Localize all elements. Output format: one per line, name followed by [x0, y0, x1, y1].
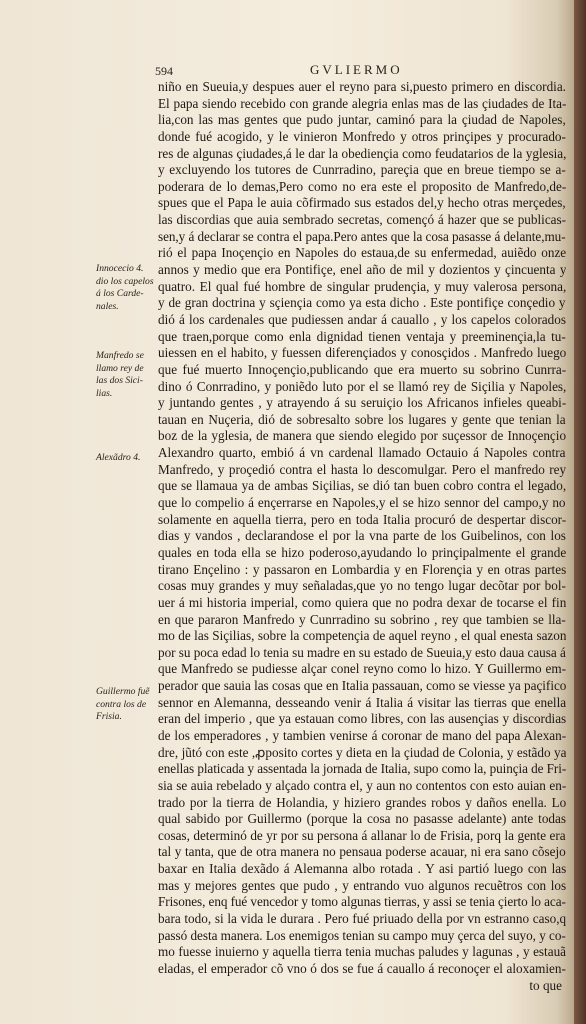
text-line: Alexandro quarto, embió á vn cardenal llamado Octauio á Napoles contra [158, 445, 566, 461]
text-line: bara todo, si la vida le durara . Pero fué priuado della por vn estranno caso,q [158, 911, 566, 927]
text-line: spues que el Papa le auia cõfirmado sus estados del,y hecho otras merçedes, [158, 195, 566, 211]
text-line: donde fué acogido, y le vinieron Monfredo y otros prinçipes y procurado- [158, 128, 566, 144]
margin-note-manfredo [96, 350, 158, 400]
page-edge [574, 0, 586, 1024]
text-line: tauan en Nuçeria, dió de sobresalto sobre los lugares y gente que tenian la [158, 411, 566, 427]
margin-note-innocencio [96, 263, 158, 313]
text-line: baxar en Italia dexãdo á Alemanna albo rotada . Y asi partió luego con las [158, 861, 566, 877]
text-line: trado por la tierra de Holandia, y hiziero grandes robos y daños enella. Lo [158, 794, 566, 810]
text-line: que Manfredo se pudiesse alçar conel reyno como lo hizo. Y Guillermo em- [158, 661, 566, 677]
text-line: cosas, determinó de yr por su persona á allanar lo de Frisia, porq la gente era [158, 827, 566, 843]
text-line: res de algunas çiudades,á le dar la obediençia como feudatarios de la yglesia, [158, 145, 566, 161]
text-line: El papa siendo recebido con grande alegria enlas mas de las çiudades de Ita- [158, 95, 566, 111]
text-line: y juntando gentes , y atrayendo á su seruiçio los Africanos infieles queabi- [158, 395, 566, 411]
text-line: rió el papa Inoçençio en Napoles do estaua,de su enfermedad, auiẽdo onze [158, 245, 566, 261]
text-line: mo fuesse inuierno y aquella tierra tenia muchas paludes y lagunas , y estauã [158, 944, 566, 960]
text-line: boz de la yglesia, de manera que siendo elegido por suçessor de Innoçençio [158, 428, 566, 444]
text-line: quatro. El qual fué hombre de singular prudençia, y muy valerosa persona, [158, 278, 566, 294]
text-line: tirano Ençelino : y passaron en Lombardia y en Florençia y en otras partes [158, 561, 566, 577]
text-line: Frisones, enq fué vencedor y tomo algunas tierras, y assi se tenia çierto lo aca- [158, 894, 566, 910]
text-line: que fué muerto Innoçençio,publicando que era muerto su sobrino Cunrra- [158, 361, 566, 377]
text-line: solamente en aquella tierra, pero en toda Italia procuró de despertar discor- [158, 511, 566, 527]
text-line: y excluyendo los tutores de Cunrradino, pareçia que en breue tiempo se a- [158, 162, 566, 178]
text-line: lia,con las mas gentes que pudo juntar, caminó para la çiudad de Napoles, [158, 112, 566, 128]
main-text-block [158, 79, 566, 994]
margin-note-line: llamo rey de [96, 362, 144, 374]
text-line: que lo compelio á ençerrarse en Napoles,y el se hizo sennor del campo,y no [158, 495, 566, 511]
text-line: y de gran doctrina y sçiençia como ya esta dicho . Este pontifiçe conçedio y [158, 295, 566, 311]
text-line: to que [529, 977, 562, 993]
text-line: eran del imperio , que ya estauan como libres, con las ausençias y discordias [158, 711, 566, 727]
margin-note-line: nales. [96, 300, 119, 312]
text-line: eladas, el emperador cõ vno ó dos se fue á cauallo á reconoçer el aloxamien- [158, 960, 566, 976]
margin-note-alexandro [96, 452, 158, 465]
margin-note-line: Alexãdro 4. [96, 452, 141, 463]
margin-note-line: á los Carde- [96, 288, 144, 300]
text-line: en que pararon Manfredo y Cunrradino su sobrino , rey que tambien se lla- [158, 611, 566, 627]
margin-note-line: Frisia. [96, 711, 122, 723]
text-line: Manfredo, y proçedió contra el hasta lo descomulgar. Pero el manfredo rey [158, 461, 566, 477]
page-number: 594 [155, 64, 173, 78]
text-line: qual sabido por Guillermo (porque la cosa no pasasse adelante) ante todas [158, 811, 566, 827]
text-line: de los emperadores , y tambien venirse á coronar de mano del papa Alexan- [158, 727, 566, 743]
text-line: passó desta manera. Los enemigos tenian su campo muy çerca del suyo, y co- [158, 927, 566, 943]
text-line: quales en toda ella se hizo poderoso,ayudando lo prinçipalmente el grande [158, 544, 566, 560]
text-line: que traen,porque como enla dignidad tienen ventaja y preeminençia,la tu- [158, 328, 566, 344]
text-line: uer á mi historia imperial, como quiera que no podra dexar de tocarse el fin [158, 594, 566, 610]
text-line: dias y vandos , declarandose el por la vna parte de los Guibelinos, con los [158, 528, 566, 544]
text-line: las discordias que auia sembrado secretas, començó á hazer que se publicas- [158, 212, 566, 228]
text-line: tal y tanta, que de otra manera no pensaua poderse acauar, ni era sano cõsejo [158, 844, 566, 860]
running-head: GVLIERMO [310, 62, 403, 77]
margin-note-line: contra los de [96, 698, 147, 710]
margin-note-line: dio los capelos [96, 275, 154, 287]
text-line: mo de las Siçilias, sobre la competençia de aquel reyno , el qual enesta sazon [158, 628, 566, 644]
text-line: por su poca edad lo tenia su madre en su estado de Sueuia,y esto daua causa á [158, 644, 566, 660]
text-line: annos y medio que era Pontifiçe, enel año de mil y dozientos y çincuenta y [158, 262, 566, 278]
text-line: que se llamaua ya de ambas Siçilias, se dió tan buen cobro contra el legado, [158, 478, 566, 494]
text-line: niño en Sueuia,y despues auer el reyno para si,puesto primero en discordia. [158, 79, 566, 94]
text-line: sennor en Alemanna, desseando venir á Italia á visitar las tierras que enella [158, 694, 566, 710]
text-line: uiessen en el habito, y fuessen diferençiados y conosçidos . Manfredo luego [158, 345, 566, 361]
text-line: dre, jũtó con este ,ꝓposito cortes y dieta en la çiudad de Colonia, y estãdo ya [158, 744, 566, 760]
text-line: enellas platicada y assentada la jornada de Italia, supo como la, puinçia de Fri- [158, 761, 566, 777]
text-line: dino ó Conrradino, y poniẽdo luto por el se llamó rey de Siçilia y Napoles, [158, 378, 566, 394]
margin-note-line: lias. [96, 387, 113, 399]
margin-note-line: Manfredo se [96, 350, 144, 361]
margin-note-line: Innocecio 4. [96, 263, 144, 274]
margin-note-line: las dos Sici- [96, 375, 143, 387]
text-line: cosas muy grandes y muy señaladas,que yo no tengo lugar decõtar por bol- [158, 578, 566, 594]
text-line: perador que sauia las cosas que en Italia passauan, como se viesse ya paçifico [158, 678, 566, 694]
margin-note-guillermo [96, 686, 158, 724]
text-line: sia se auia rebelado y alçado contra el, y aun no contentos con esto auian en- [158, 777, 566, 793]
text-line: poderara de lo demas,Pero como no era este el proposito de Manfredo,de- [158, 178, 566, 194]
text-line: mas y mejores gentes que pudo , y entrando vuo algunos recuẽtros con los [158, 877, 566, 893]
text-line: sen,y á declarar se contra el papa.Pero antes que la cosa pasasse á delante,mu- [158, 228, 566, 244]
text-line: dió á los cardenales que pudiessen andar á cauallo , y los capelos colorados [158, 311, 566, 327]
margin-note-line: Guillermo fuẽ [96, 686, 150, 697]
